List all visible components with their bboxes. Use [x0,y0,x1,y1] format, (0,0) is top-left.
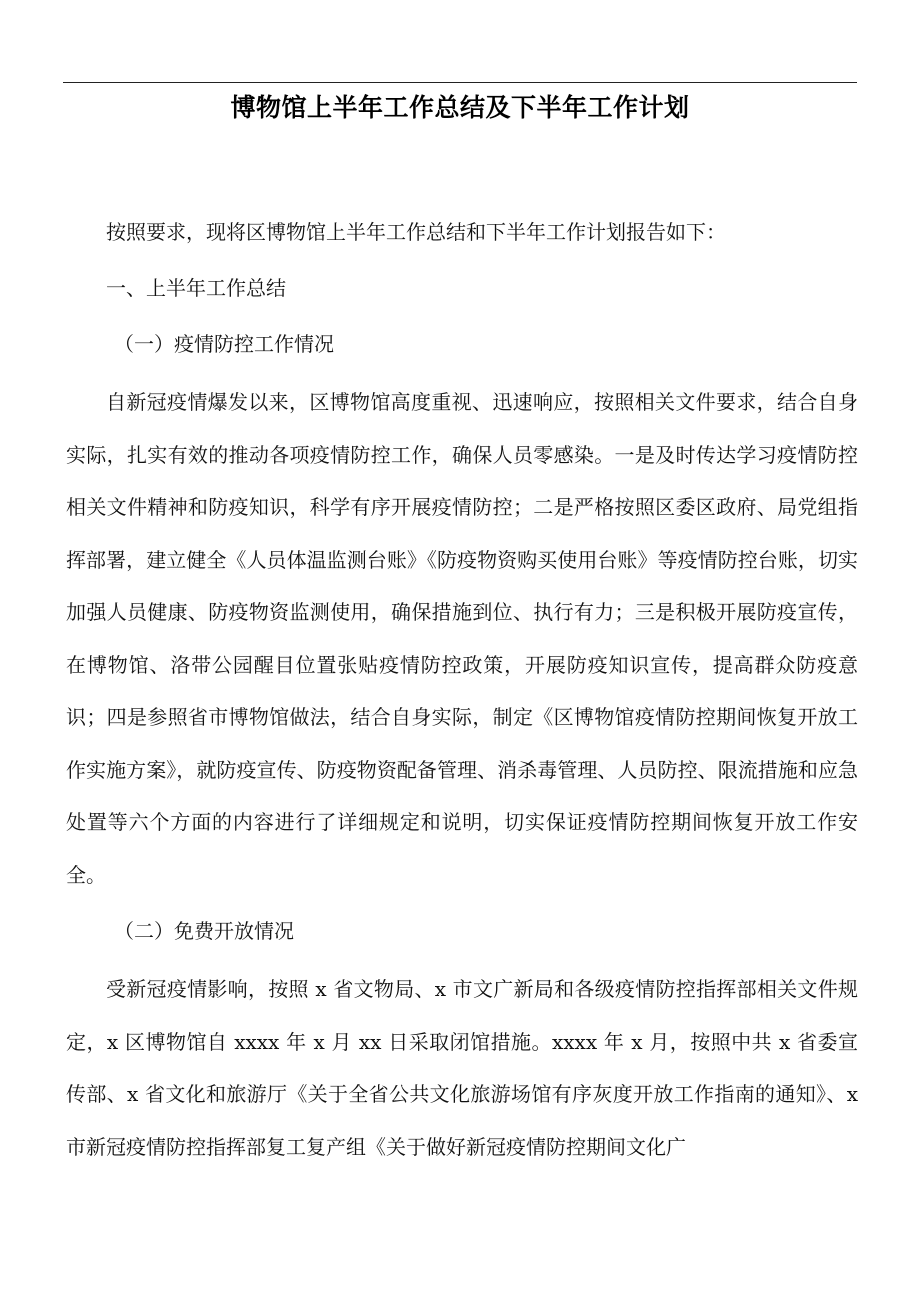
paragraph-epidemic-control: 自新冠疫情爆发以来，区博物馆高度重视、迅速响应，按照相关文件要求，结合自身实际，扎实有效的推动各项疫情防控工作，确保人员零感染。一是及时传达学习疫情防控相关文件精神和防疫知识，科学有序开展疫情防控；二是严格按照区委区政府、局党组指挥部署，建立健全《人员体温监测台账》《防疫物资购买使用台账》等疫情防控台账，切实加强人员健康、防疫物资监测使用，确保措施到位、执行有力；三是积极开展防疫宣传，在博物馆、洛带公园醒目位置张贴疫情防控政策，开展防疫知识宣传，提高群众防疫意识；四是参照省市博物馆做法，结合自身实际，制定《区博物馆疫情防控期间恢复开放工作实施方案》，就防疫宣传、防疫物资配备管理、消杀毒管理、人员防控、限流措施和应急处置等六个方面的内容进行了详细规定和说明，切实保证疫情防控期间恢复开放工作安全。 [66,390,858,887]
paragraph-free-opening: 受新冠疫情影响，按照 x 省文物局、x 市文广新局和各级疫情防控指挥部相关文件规定，x 区博物馆自 xxxx 年 x 月 xx 日采取闭馆措施。xxxx 年 x 月，按照中共 x 省委宣传部、x 省文化和旅游厅《关于全省公共文化旅游场馆有序灰度开放工作指南的通知》、x 市新冠疫情防控指挥部复工复产组《关于做好新冠疫情防控期间文化广 [66,977,858,1159]
header-rule [63,82,857,83]
section-heading: 一、上半年工作总结 [106,276,286,300]
subsection-heading-epidemic: （一）疫情防控工作情况 [114,332,334,356]
document-title: 博物馆上半年工作总结及下半年工作计划 [230,93,690,122]
intro-paragraph: 按照要求，现将区博物馆上半年工作总结和下半年工作计划报告如下： [106,220,726,244]
subsection-heading-free-opening: （二）免费开放情况 [114,919,294,943]
document-body [66,210,858,1187]
